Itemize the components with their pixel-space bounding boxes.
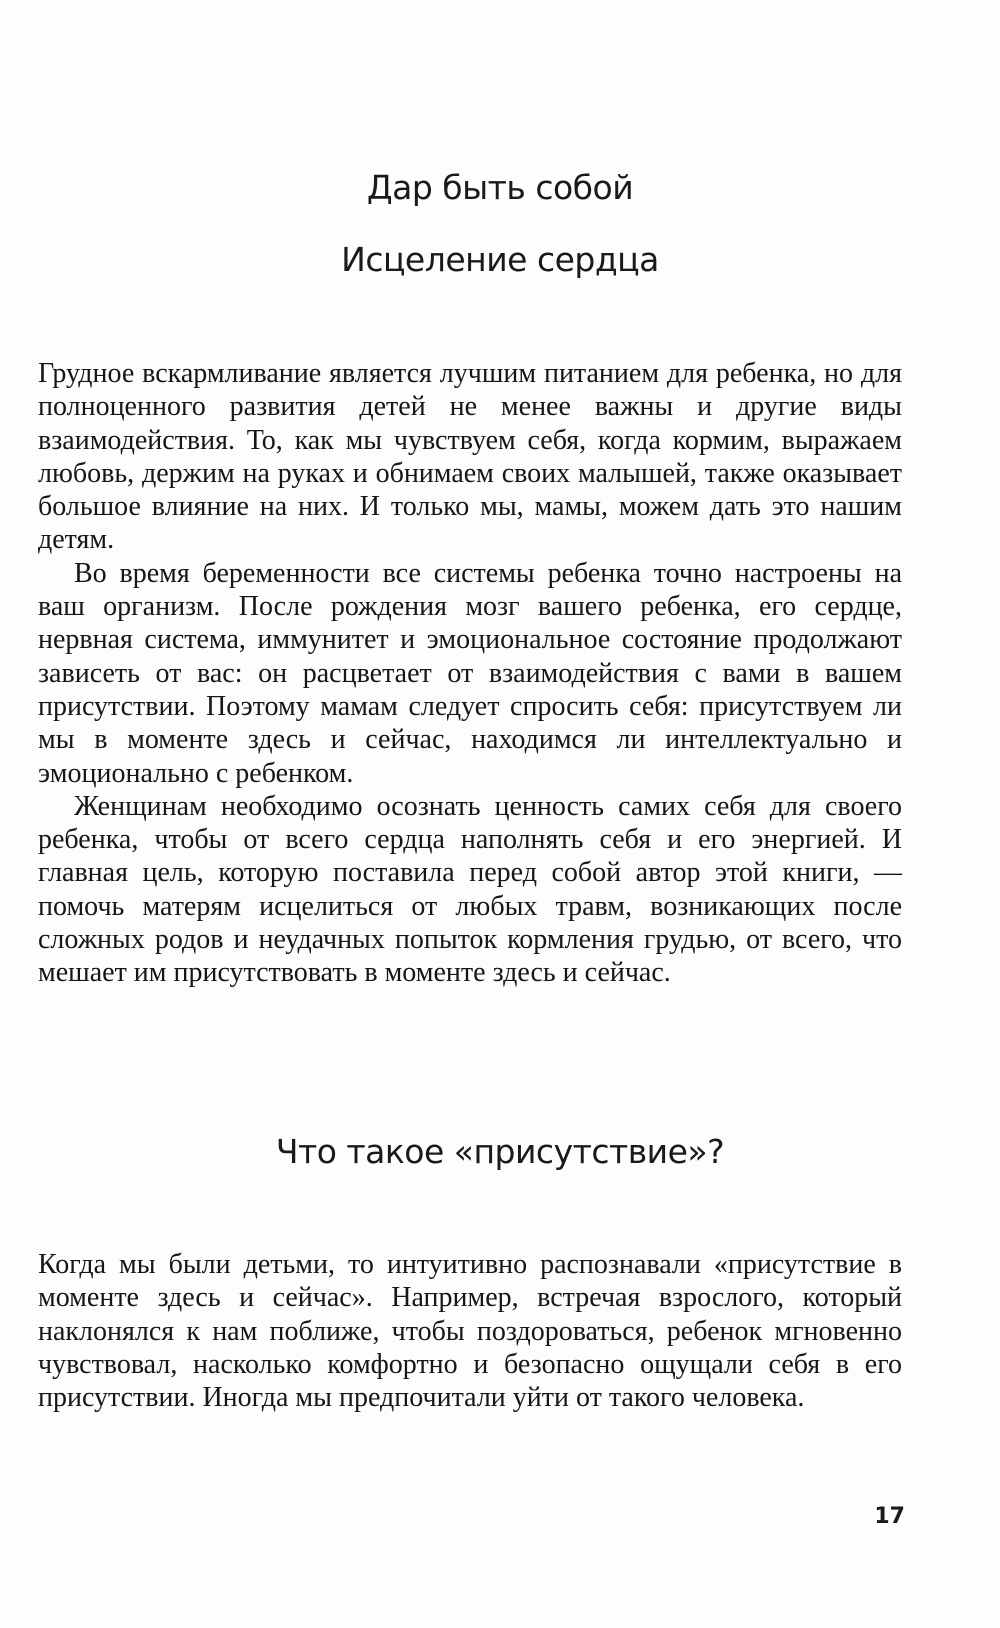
section-title: Что такое «присутствие»?	[275, 1132, 725, 1171]
paragraph: Во время беременности все системы ребенка точно настроены на ваш организм. После рождения мозг вашего ребенка, его сердце, нервная система, иммунитет и эмоциональное состояние продолжают зависеть от вас: он расцветает от взаимодействия с вами в вашем присутствии. Поэтому мамам следует спросить себя: присутствуем ли мы в моменте здесь и сейчас, находимся ли интеллектуально и эмоционально с ребенком.	[38, 557, 902, 789]
page-number: 17	[874, 1504, 905, 1529]
book-title: Дар быть собой	[366, 168, 634, 207]
paragraph: Женщинам необходимо осознать ценность самих себя для своего ребенка, чтобы от всего сердца наполнять себя и его энергией. И главная цель, которую поставила перед собой автор этой книги, — помочь матерям исцелиться от любых травм, возникающих после сложных родов и неудачных попыток кормления грудью, от всего, что мешает им присутствовать в моменте здесь и сейчас.	[38, 790, 902, 989]
paragraph: Грудное вскармливание является лучшим питанием для ребенка, но для полноценного развития детей не менее важны и другие виды взаимодействия. То, как мы чувствуем себя, когда кормим, выражаем любовь, держим на руках и обнимаем своих малышей, также оказывает большое влияние на них. И только мы, мамы, можем дать это нашим детям.	[38, 358, 902, 556]
paragraph: Когда мы были детьми, то интуитивно распознавали «присутствие в моменте здесь и сейчас». Например, встречая взрослого, который наклонялся к нам поближе, чтобы поздороваться, ребенок мгновенно чувствовал, насколько комфортно и безопасно ощущали себя в его присутствии. Иногда мы предпочитали уйти от такого человека.	[38, 1249, 902, 1414]
section-body	[38, 1248, 902, 1414]
chapter-body	[38, 357, 902, 990]
chapter-title: Исцеление сердца	[341, 240, 659, 279]
